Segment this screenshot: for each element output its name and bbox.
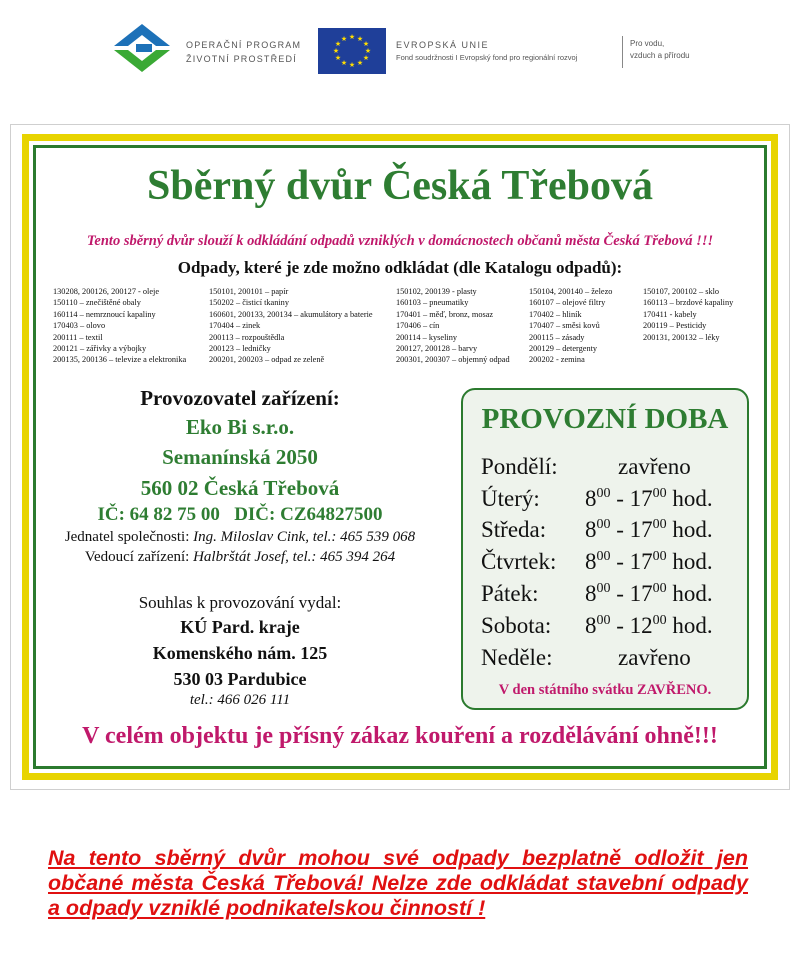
svg-text:★: ★ xyxy=(340,59,348,67)
eu-line2: Fond soudržnosti I Evropský fond pro regionální rozvoj xyxy=(396,53,578,62)
closed-label: zavřeno xyxy=(618,645,691,670)
day-label: Pondělí: xyxy=(481,454,558,479)
approval-phone: tel.: 466 026 111 xyxy=(189,692,291,708)
waste-item: 160103 – pneumatiky xyxy=(396,298,469,308)
waste-item: 200129 – detergenty xyxy=(529,343,598,353)
waste-item: 200201, 200203 – odpad ze zeleně xyxy=(209,355,325,365)
svg-text:★: ★ xyxy=(362,54,370,62)
eu-line1: EVROPSKÁ UNIE xyxy=(396,40,490,50)
opzp-text xyxy=(186,38,301,66)
svg-text:★: ★ xyxy=(332,47,340,55)
svg-text:★: ★ xyxy=(334,40,342,48)
waste-item: 200131, 200132 – léky xyxy=(643,332,720,342)
approval-city: 530 03 Pardubice xyxy=(173,669,307,689)
day-label: Neděle: xyxy=(481,645,553,670)
time-range: $8^{00} - 17^{00}$ hod. xyxy=(585,581,713,606)
waste-item: 200127, 200128 – barvy xyxy=(396,343,478,353)
hours-row-friday xyxy=(481,581,741,611)
operator-ico: IČ: 64 82 75 00 xyxy=(97,504,220,525)
manager-value: Halbrštát Josef, tel.: 465 394 264 xyxy=(193,549,396,565)
waste-item: 200123 – ledničky xyxy=(209,343,271,353)
svg-text:★: ★ xyxy=(348,33,356,41)
svg-text:★: ★ xyxy=(364,47,372,55)
waste-item: 170401 – měď, bronz, mosaz xyxy=(396,309,494,319)
hours-row-wednesday xyxy=(481,517,741,547)
waste-column-3 xyxy=(396,286,510,366)
poster-subtitle: Tento sběrný dvůr slouží k odkládání odpadů vzniklých v domácnostech občanů města Česká Třebová !!! xyxy=(86,233,714,249)
waste-item: 200202 - zemina xyxy=(529,355,585,365)
hours-row-sunday xyxy=(481,645,741,675)
waste-item: 150107, 200102 – sklo xyxy=(643,287,720,296)
waste-item: 160107 – olejové filtry xyxy=(529,298,606,308)
operator-name: Eko Bi s.r.o. xyxy=(185,415,295,439)
waste-item: 200111 – textil xyxy=(53,332,103,342)
waste-item: 150102, 200139 - plasty xyxy=(396,287,477,296)
waste-item: 170402 – hliník xyxy=(529,309,582,319)
svg-text:★: ★ xyxy=(348,61,356,69)
residents-only-note: Na tento sběrný dvůr mohou své odpady bezplatně odložit jen občané města Česká Třebová! Nelze zde odkládat stavební odpady a odpady vzniklé podnikatelskou činností ! xyxy=(48,846,748,920)
motto xyxy=(630,38,690,62)
waste-item: 150110 – znečištěné obaly xyxy=(53,298,141,308)
time-range: $8^{00} - 17^{00}$ hod. xyxy=(585,486,713,511)
waste-item: 160113 – brzdové kapaliny xyxy=(643,298,734,308)
waste-column-1 xyxy=(53,286,186,366)
eu-text xyxy=(396,38,577,64)
svg-text:★: ★ xyxy=(334,54,342,62)
svg-text:★: ★ xyxy=(362,40,370,48)
waste-item: 130208, 200126, 200127 - oleje xyxy=(53,287,160,296)
operator-manager xyxy=(40,549,440,566)
hours-row-monday xyxy=(481,454,741,484)
closed-label: zavřeno xyxy=(618,454,691,479)
day-label: Středa: xyxy=(481,517,547,542)
waste-heading: Odpady, které je zde možno odkládat (dle Katalogu odpadů): xyxy=(177,258,623,277)
waste-column-4 xyxy=(529,286,612,366)
approval-authority: KÚ Pard. kraje xyxy=(180,617,300,637)
waste-item: 200301, 200307 – objemný odpad xyxy=(396,355,510,365)
waste-item: 200119 – Pesticidy xyxy=(643,321,707,331)
opzp-line2: ŽIVOTNÍ PROSTŘEDÍ xyxy=(186,54,297,64)
opening-hours-title: PROVOZNÍ DOBA xyxy=(481,403,729,435)
operator-heading: Provozovatel zařízení: xyxy=(140,386,340,410)
day-label: Pátek: xyxy=(481,581,539,606)
waste-item: 170411 - kabely xyxy=(643,309,697,319)
operator-director xyxy=(40,529,440,546)
waste-item: 170403 – olovo xyxy=(53,321,106,331)
waste-item: 170406 – cín xyxy=(396,321,440,331)
waste-item: 160114 – nemrznoucí kapaliny xyxy=(53,309,156,319)
motto-line2: vzduch a přírodu xyxy=(630,51,690,60)
approval-address: Komenského nám. 125 xyxy=(152,643,328,663)
approval-heading: Souhlas k provozování vydal: xyxy=(138,593,342,612)
day-label: Sobota: xyxy=(481,613,552,638)
motto-line1: Pro vodu, xyxy=(630,39,665,48)
waste-item: 170407 – směsi kovů xyxy=(529,321,600,331)
svg-text:★: ★ xyxy=(356,35,364,43)
day-label: Čtvrtek: xyxy=(481,549,557,574)
hours-row-tuesday xyxy=(481,486,741,516)
hours-row-thursday xyxy=(481,549,741,579)
waste-item: 160601, 200133, 200134 – akumulátory a baterie xyxy=(209,309,373,319)
operator-ids xyxy=(40,504,440,526)
waste-item: 200115 – zásady xyxy=(529,332,585,342)
header-divider xyxy=(622,36,623,68)
waste-item: 170404 – zinek xyxy=(209,321,261,331)
svg-text:★: ★ xyxy=(340,35,348,43)
no-smoking-notice: V celém objektu je přísný zákaz kouření a rozdělávání ohně!!! xyxy=(82,723,718,749)
director-value: Ing. Miloslav Cink, tel.: 465 539 068 xyxy=(193,529,416,545)
svg-text:★: ★ xyxy=(356,59,364,67)
waste-item: 200121 – zářivky a výbojky xyxy=(53,343,147,353)
day-label: Úterý: xyxy=(481,486,540,511)
time-range: $8^{00} - 17^{00}$ hod. xyxy=(585,517,713,542)
waste-item: 150104, 200140 – železo xyxy=(529,287,613,296)
hours-row-saturday xyxy=(481,613,741,643)
waste-item: 200114 – kyseliny xyxy=(396,332,457,342)
header xyxy=(0,0,794,100)
opzp-line1: OPERAČNÍ PROGRAM xyxy=(186,40,302,50)
waste-item: 200113 – rozpouštědla xyxy=(209,332,285,342)
director-label: Jednatel společnosti: xyxy=(64,529,190,545)
eu-flag-icon xyxy=(318,28,386,74)
time-range: $8^{00} - 17^{00}$ hod. xyxy=(585,549,713,574)
holiday-note: V den státního svátku ZAVŘENO. xyxy=(498,682,712,698)
operator-dic: DIČ: CZ64827500 xyxy=(234,504,383,525)
waste-column-5 xyxy=(643,286,733,343)
waste-item: 200135, 200136 – televize a elektronika xyxy=(53,355,187,365)
manager-label: Vedoucí zařízení: xyxy=(84,549,190,565)
waste-item: 150101, 200101 – papír xyxy=(209,287,289,296)
opzp-logo-icon xyxy=(108,22,176,74)
time-range: $8^{00} - 12^{00}$ hod. xyxy=(585,613,713,638)
operator-city: 560 02 Česká Třebová xyxy=(140,476,340,500)
waste-item: 150202 – čisticí tkaniny xyxy=(209,298,289,308)
operator-street: Semanínská 2050 xyxy=(162,445,318,469)
waste-column-2 xyxy=(209,286,373,366)
poster-title: Sběrný dvůr Česká Třebová xyxy=(146,163,654,209)
